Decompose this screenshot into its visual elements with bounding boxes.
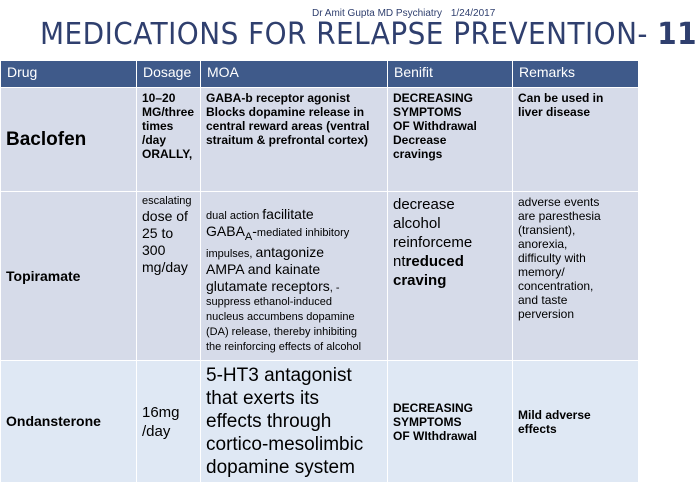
cell-dosage-topiramate bbox=[137, 192, 201, 361]
text: glutamate receptors bbox=[206, 278, 330, 295]
header-moa: MOA bbox=[201, 61, 388, 88]
cell-drug-topiramate: Topiramate bbox=[1, 192, 137, 361]
table-row-topiramate bbox=[1, 192, 639, 361]
line: /day bbox=[142, 133, 167, 147]
line: central reward areas (ventral bbox=[206, 119, 370, 133]
cell-benefit-ondansterone bbox=[388, 361, 513, 483]
line: memory/ bbox=[518, 265, 565, 279]
cell-dosage-ondansterone bbox=[137, 361, 201, 483]
line: adverse events bbox=[518, 195, 600, 209]
text: suppress ethanol-induced bbox=[206, 296, 332, 309]
line: OF Withdrawal bbox=[393, 119, 477, 133]
slide-title-text: MEDICATIONS FOR RELAPSE PREVENTION- bbox=[40, 17, 648, 52]
line bbox=[393, 252, 507, 271]
line: 16mg bbox=[142, 403, 180, 421]
header-dosage: Dosage bbox=[137, 61, 201, 88]
cell-benefit-topiramate bbox=[388, 192, 513, 361]
line: DECREASING bbox=[393, 400, 474, 415]
text: GABA bbox=[206, 223, 245, 239]
cell-remarks-baclofen bbox=[513, 88, 639, 192]
table-row-baclofen bbox=[1, 88, 639, 192]
text: AMPA and kainate bbox=[206, 261, 321, 278]
cell-moa-baclofen bbox=[201, 88, 388, 192]
text: - bbox=[252, 223, 257, 239]
table-header-row bbox=[1, 61, 639, 88]
line: 10–20 bbox=[142, 91, 176, 105]
line: MG/three bbox=[142, 105, 195, 119]
medications-table bbox=[0, 60, 639, 483]
header-remarks: Remarks bbox=[513, 61, 639, 88]
header-benefit: Benifit bbox=[388, 61, 513, 88]
slide-number: 11 bbox=[657, 17, 697, 52]
slide-title bbox=[40, 17, 697, 52]
line: straitum & prefrontal cortex) bbox=[206, 133, 369, 147]
text: reduced bbox=[405, 253, 464, 270]
line: 5-HT3 antagonist bbox=[206, 365, 352, 386]
header-drug: Drug bbox=[1, 61, 137, 88]
line: difficulty with bbox=[518, 251, 586, 265]
text: impulses, bbox=[206, 248, 256, 261]
line: SYMPTOMS bbox=[393, 105, 462, 119]
line: effects through bbox=[206, 411, 332, 432]
line: dose of bbox=[142, 208, 188, 224]
line: and taste bbox=[518, 293, 568, 307]
text: nt bbox=[393, 253, 406, 270]
text: nucleus accumbens dopamine bbox=[206, 311, 355, 324]
line: Mild adverse bbox=[518, 407, 591, 422]
line: OF WIthdrawal bbox=[393, 428, 477, 443]
line: 300 bbox=[142, 242, 166, 258]
cell-remarks-topiramate bbox=[513, 192, 639, 361]
line: Decrease bbox=[393, 133, 447, 147]
line: escalating bbox=[142, 195, 192, 207]
line: cravings bbox=[393, 147, 443, 161]
line: reinforceme bbox=[393, 234, 473, 251]
subscript: A bbox=[244, 231, 253, 244]
line: ORALLY, bbox=[142, 147, 193, 161]
line: Blocks dopamine release in bbox=[206, 105, 365, 119]
line: concentration, bbox=[518, 279, 594, 293]
text: (DA) release, thereby inhibiting bbox=[206, 326, 358, 339]
author-text: Dr Amit Gupta MD Psychiatry bbox=[312, 8, 443, 19]
line: 25 to bbox=[142, 225, 174, 241]
cell-remarks-ondansterone bbox=[513, 361, 639, 483]
text: antagonize bbox=[255, 244, 325, 261]
line: decrease bbox=[393, 196, 455, 213]
cell-drug-ondansterone: Ondansterone bbox=[1, 361, 137, 483]
line: craving bbox=[393, 272, 447, 289]
line: times bbox=[142, 119, 174, 133]
cell-moa-ondansterone bbox=[201, 361, 388, 483]
line: liver disease bbox=[518, 105, 591, 119]
text: the reinforcing effects of alcohol bbox=[206, 341, 362, 354]
text: dual action bbox=[206, 210, 263, 222]
cell-benefit-baclofen bbox=[388, 88, 513, 192]
line: are paresthesia bbox=[518, 209, 601, 223]
text: mediated inhibitory bbox=[256, 227, 350, 239]
line: perversion bbox=[518, 307, 575, 321]
line: cortico-mesolimbic bbox=[206, 434, 364, 455]
line: (transient), bbox=[518, 223, 576, 237]
line: SYMPTOMS bbox=[393, 414, 462, 429]
text: facilitate bbox=[262, 206, 314, 222]
text: , - bbox=[329, 282, 340, 295]
cell-moa-topiramate bbox=[201, 192, 388, 361]
line: effects bbox=[518, 421, 557, 436]
line: GABA-b receptor agonist bbox=[206, 91, 351, 105]
line: that exerts its bbox=[206, 388, 319, 409]
line: alcohol bbox=[393, 215, 441, 232]
cell-drug-baclofen: Baclofen bbox=[1, 88, 137, 192]
line: DECREASING bbox=[393, 91, 474, 105]
table-row-ondansterone bbox=[1, 361, 639, 483]
line: Can be used in bbox=[518, 91, 604, 105]
cell-dosage-baclofen bbox=[137, 88, 201, 192]
line: dopamine system bbox=[206, 457, 355, 478]
line: anorexia, bbox=[518, 237, 568, 251]
date-text: 1/24/2017 bbox=[450, 8, 496, 19]
line: mg/day bbox=[142, 259, 188, 275]
line: /day bbox=[142, 422, 171, 440]
